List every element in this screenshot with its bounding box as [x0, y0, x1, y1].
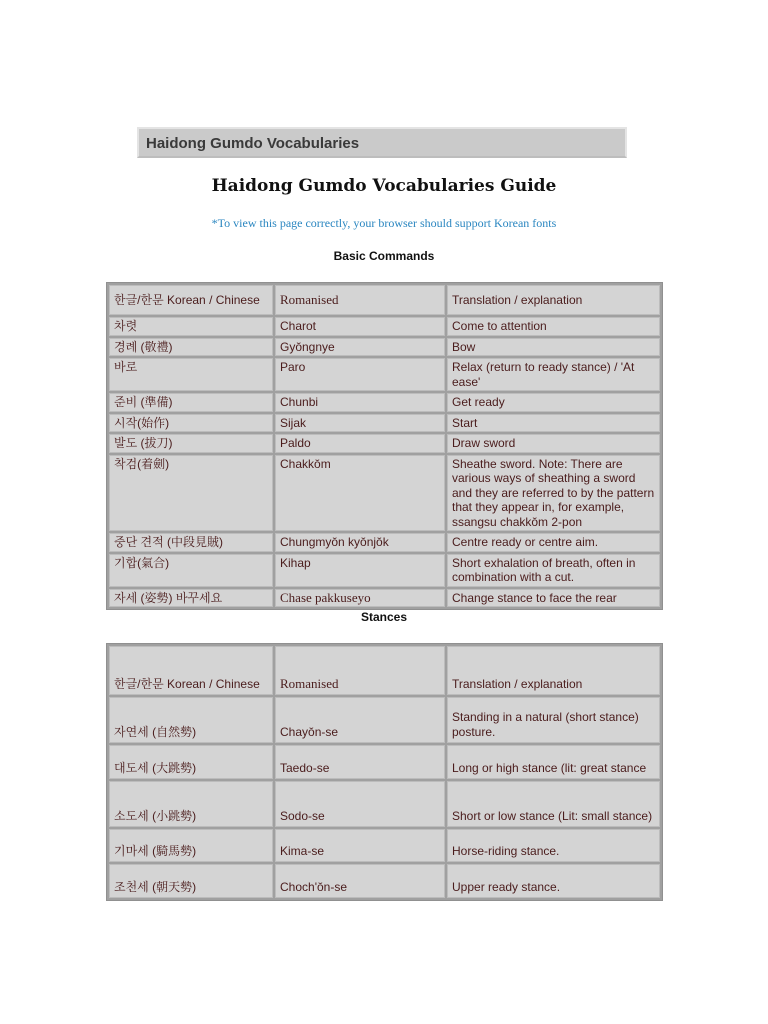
korean-font-note: *To view this page correctly, your browser should support Korean fonts	[211, 216, 557, 230]
romanised-cell: Chayŏn-se	[275, 697, 445, 743]
romanised-cell: Chakkŏm	[275, 455, 445, 532]
korean-cell: 한글/한문 Korean / Chinese	[109, 285, 273, 315]
table-row	[109, 434, 660, 453]
romanised-cell: Kihap	[275, 554, 445, 587]
romanised-cell: Charot	[275, 317, 445, 336]
romanised-cell: Gyŏngnye	[275, 338, 445, 357]
section-heading-basic-commands: Basic Commands	[333, 249, 435, 263]
basic-commands-table	[106, 282, 663, 610]
table-row	[109, 338, 660, 357]
korean-cell: 조천세 (朝天勢)	[109, 864, 273, 898]
korean-cell: 대도세 (大跳勢)	[109, 745, 273, 779]
translation-cell: Start	[447, 414, 660, 433]
table-row	[109, 745, 660, 779]
korean-cell: 착검(着劍)	[109, 455, 273, 532]
romanised-cell: Romanised	[275, 285, 445, 315]
translation-cell: Bow	[447, 338, 660, 357]
romanised-cell: Chase pakkuseyo	[275, 589, 445, 608]
translation-cell: Long or high stance (lit: great stance	[447, 745, 660, 779]
romanised-cell: Sodo-se	[275, 781, 445, 827]
romanised-cell: Paro	[275, 358, 445, 391]
korean-cell: 중단 견적 (中段見賊)	[109, 533, 273, 552]
korean-cell: 기합(氣合)	[109, 554, 273, 587]
korean-cell: 차렷	[109, 317, 273, 336]
romanised-cell: Romanised	[275, 646, 445, 695]
translation-cell: Come to attention	[447, 317, 660, 336]
romanised-cell: Chunbi	[275, 393, 445, 412]
korean-cell: 자세 (姿勢) 바꾸세요	[109, 589, 273, 608]
korean-cell: 자연세 (自然勢)	[109, 697, 273, 743]
table-header-row	[109, 646, 660, 695]
translation-cell: Upper ready stance.	[447, 864, 660, 898]
table-row	[109, 393, 660, 412]
romanised-cell: Choch'ŏn-se	[275, 864, 445, 898]
translation-cell: Translation / explanation	[447, 646, 660, 695]
page-banner	[137, 127, 627, 158]
table-row	[109, 455, 660, 532]
romanised-cell: Sijak	[275, 414, 445, 433]
korean-cell: 기마세 (騎馬勢)	[109, 829, 273, 862]
stances-table	[106, 643, 663, 901]
romanised-cell: Paldo	[275, 434, 445, 453]
table-row	[109, 829, 660, 862]
table-row	[109, 781, 660, 827]
translation-cell: Sheathe sword. Note: There are various ways of sheathing a sword and they are referred to by the pattern that they appear in, for example, ssangsu chakkŏm 2-pon	[447, 455, 660, 532]
translation-cell: Relax (return to ready stance) / 'At ease'	[447, 358, 660, 391]
romanised-cell: Taedo-se	[275, 745, 445, 779]
korean-cell: 경례 (敬禮)	[109, 338, 273, 357]
table-row	[109, 414, 660, 433]
korean-cell: 준비 (準備)	[109, 393, 273, 412]
korean-cell: 바로	[109, 358, 273, 391]
table-row	[109, 697, 660, 743]
page-title: Haidong Gumdo Vocabularies Guide	[211, 176, 557, 196]
table-row	[109, 358, 660, 391]
table-row	[109, 589, 660, 608]
banner-title: Haidong Gumdo Vocabularies	[146, 135, 360, 152]
translation-cell: Draw sword	[447, 434, 660, 453]
translation-cell: Short or low stance (Lit: small stance)	[447, 781, 660, 827]
table-row	[109, 554, 660, 587]
table-row	[109, 317, 660, 336]
section-heading-stances: Stances	[360, 610, 408, 624]
translation-cell: Standing in a natural (short stance) posture.	[447, 697, 660, 743]
table-header-row	[109, 285, 660, 315]
korean-cell: 한글/한문 Korean / Chinese	[109, 646, 273, 695]
korean-cell: 소도세 (小跳勢)	[109, 781, 273, 827]
romanised-cell: Kima-se	[275, 829, 445, 862]
translation-cell: Change stance to face the rear	[447, 589, 660, 608]
translation-cell: Get ready	[447, 393, 660, 412]
table-row	[109, 533, 660, 552]
korean-cell: 시작(始作)	[109, 414, 273, 433]
korean-cell: 발도 (拔刀)	[109, 434, 273, 453]
translation-cell: Horse-riding stance.	[447, 829, 660, 862]
translation-cell: Translation / explanation	[447, 285, 660, 315]
romanised-cell: Chungmyŏn kyŏnjŏk	[275, 533, 445, 552]
translation-cell: Short exhalation of breath, often in combination with a cut.	[447, 554, 660, 587]
table-row	[109, 864, 660, 898]
translation-cell: Centre ready or centre aim.	[447, 533, 660, 552]
